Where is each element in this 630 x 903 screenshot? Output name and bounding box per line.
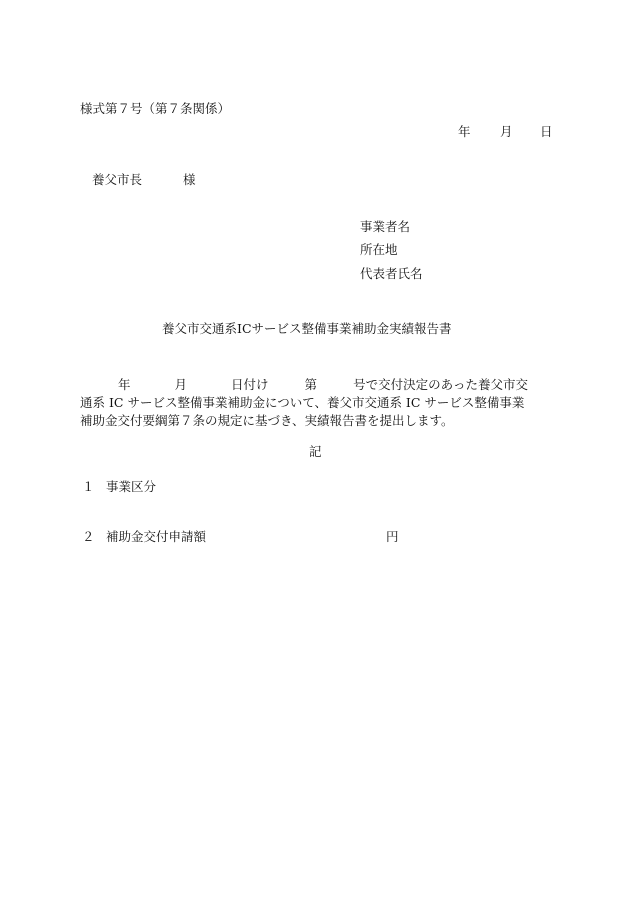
addressee-name: 養父市長: [92, 172, 143, 187]
item-2-unit: 円: [386, 529, 399, 544]
item-2-label: 補助金交付申請額: [106, 529, 207, 544]
addressee-honorific: 様: [183, 172, 196, 187]
item-2-number: ２: [82, 529, 95, 544]
body-month: 月: [174, 377, 188, 392]
applicant-business-name-label: 事業者名: [360, 219, 411, 234]
body-dated: 日付け: [231, 377, 269, 392]
body-line-3: 補助金交付要綱第７条の規定に基づき、実績報告書を提出します。: [80, 413, 454, 428]
date-year-label: 年: [458, 124, 471, 139]
form-number: 様式第７号（第７条関係）: [80, 101, 231, 116]
ki-heading: 記: [309, 444, 322, 459]
body-line1-rest: 号で交付決定のあった養父市交: [353, 377, 528, 392]
date-month-label: 月: [500, 124, 513, 139]
body-dai: 第: [304, 377, 318, 392]
body-paragraph: [80, 376, 552, 430]
body-year: 年: [118, 377, 131, 392]
item-1-number: １: [82, 479, 95, 494]
document-title: 養父市交通系ICサービス整備事業補助金実績報告書: [162, 321, 452, 336]
body-line-1: [80, 376, 552, 394]
body-line-2: 通系 IC サービス整備事業補助金について、養父市交通系 IC サービス整備事業: [80, 395, 525, 410]
applicant-address-label: 所在地: [360, 242, 398, 257]
item-1-label: 事業区分: [106, 479, 157, 494]
date-day-label: 日: [540, 124, 553, 139]
applicant-representative-label: 代表者氏名: [360, 266, 423, 281]
